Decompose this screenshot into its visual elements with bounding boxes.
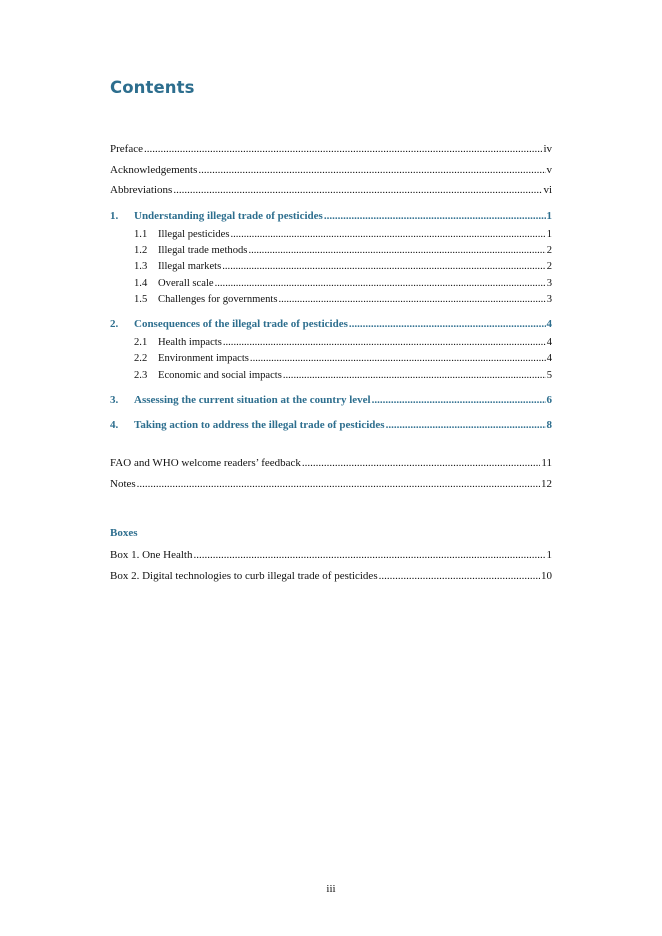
toc-entry-notes[interactable] <box>110 477 552 492</box>
toc-box-2[interactable] <box>110 569 552 584</box>
toc-entry-page: v <box>546 164 552 176</box>
section-label: Environment impacts <box>158 353 249 364</box>
toc-entry-label: Preface <box>110 143 143 155</box>
dot-leader <box>386 418 546 433</box>
section-number: 1.4 <box>134 278 148 289</box>
chapter-number: 1. <box>110 210 119 222</box>
section-page: 5 <box>546 370 552 381</box>
chapter-number: 3. <box>110 394 119 406</box>
chapter-page: 1 <box>546 210 552 222</box>
dot-leader <box>144 142 542 157</box>
section-number: 2.3 <box>134 370 148 381</box>
page-number: iii <box>326 883 336 895</box>
section-page: 4 <box>546 337 552 348</box>
toc-entry-page: vi <box>543 184 552 196</box>
section-label: Illegal markets <box>158 261 222 272</box>
chapter-page: 4 <box>546 318 552 330</box>
dot-leader <box>379 569 540 584</box>
dot-leader <box>324 209 546 224</box>
toc-chapter-4[interactable] <box>110 418 552 433</box>
toc-entry-abbreviations[interactable] <box>110 183 552 198</box>
section-page: 2 <box>546 245 552 256</box>
toc-entry-acknowledgements[interactable] <box>110 163 552 178</box>
boxes-heading: Boxes <box>110 527 138 539</box>
dot-leader <box>137 477 540 492</box>
toc-entry-page: 11 <box>541 457 552 469</box>
dot-leader <box>372 393 546 408</box>
chapter-label: Taking action to address the illegal trade of pesticides <box>134 419 385 431</box>
section-page: 4 <box>546 353 552 364</box>
toc-box-1[interactable] <box>110 548 552 563</box>
toc-entry-preface[interactable] <box>110 142 552 157</box>
box-label: Box 1. One Health <box>110 549 193 561</box>
chapter-label: Consequences of the illegal trade of pesticides <box>134 318 348 330</box>
dot-leader <box>215 276 546 291</box>
toc-section-1-5[interactable] <box>134 292 552 307</box>
toc-entry-feedback[interactable] <box>110 456 552 471</box>
section-label: Economic and social impacts <box>158 370 282 381</box>
chapter-label: Assessing the current situation at the country level <box>134 394 371 406</box>
page-title: Contents <box>110 78 195 97</box>
dot-leader <box>283 368 546 383</box>
section-number: 2.2 <box>134 353 148 364</box>
section-label: Challenges for governments <box>158 294 278 305</box>
toc-section-2-3[interactable] <box>134 368 552 383</box>
section-number: 1.5 <box>134 294 148 305</box>
dot-leader <box>230 227 545 242</box>
toc-entry-label: FAO and WHO welcome readers’ feedback <box>110 457 301 469</box>
section-number: 2.1 <box>134 337 148 348</box>
chapter-number: 2. <box>110 318 119 330</box>
section-number: 1.2 <box>134 245 148 256</box>
section-page: 3 <box>546 278 552 289</box>
dot-leader <box>250 351 546 366</box>
dot-leader <box>222 259 545 274</box>
box-page: 1 <box>546 549 552 561</box>
chapter-page: 6 <box>546 394 552 406</box>
dot-leader <box>248 243 545 258</box>
section-page: 3 <box>546 294 552 305</box>
toc-entry-page: 12 <box>541 478 552 490</box>
chapter-label: Understanding illegal trade of pesticides <box>134 210 323 222</box>
toc-section-2-1[interactable] <box>134 335 552 350</box>
toc-section-1-3[interactable] <box>134 259 552 274</box>
toc-chapter-1[interactable] <box>110 209 552 224</box>
toc-entry-label: Acknowledgements <box>110 164 198 176</box>
toc-chapter-2[interactable] <box>110 317 552 332</box>
toc-section-1-4[interactable] <box>134 276 552 291</box>
dot-leader <box>193 548 545 563</box>
toc-entry-label: Notes <box>110 478 136 490</box>
section-label: Overall scale <box>158 278 214 289</box>
section-label: Health impacts <box>158 337 222 348</box>
chapter-page: 8 <box>546 419 552 431</box>
section-number: 1.1 <box>134 229 148 240</box>
toc-section-1-1[interactable] <box>134 227 552 242</box>
toc-entry-label: Abbreviations <box>110 184 173 196</box>
dot-leader <box>223 335 546 350</box>
dot-leader <box>278 292 545 307</box>
dot-leader <box>302 456 541 471</box>
section-page: 1 <box>546 229 552 240</box>
toc-chapter-3[interactable] <box>110 393 552 408</box>
section-label: Illegal pesticides <box>158 229 230 240</box>
dot-leader <box>198 163 545 178</box>
section-number: 1.3 <box>134 261 148 272</box>
dot-leader <box>173 183 542 198</box>
dot-leader <box>349 317 546 332</box>
section-page: 2 <box>546 261 552 272</box>
toc-section-2-2[interactable] <box>134 351 552 366</box>
toc-entry-page: iv <box>543 143 552 155</box>
section-label: Illegal trade methods <box>158 245 248 256</box>
toc-section-1-2[interactable] <box>134 243 552 258</box>
box-label: Box 2. Digital technologies to curb illegal trade of pesticides <box>110 570 378 582</box>
box-page: 10 <box>541 570 552 582</box>
chapter-number: 4. <box>110 419 119 431</box>
